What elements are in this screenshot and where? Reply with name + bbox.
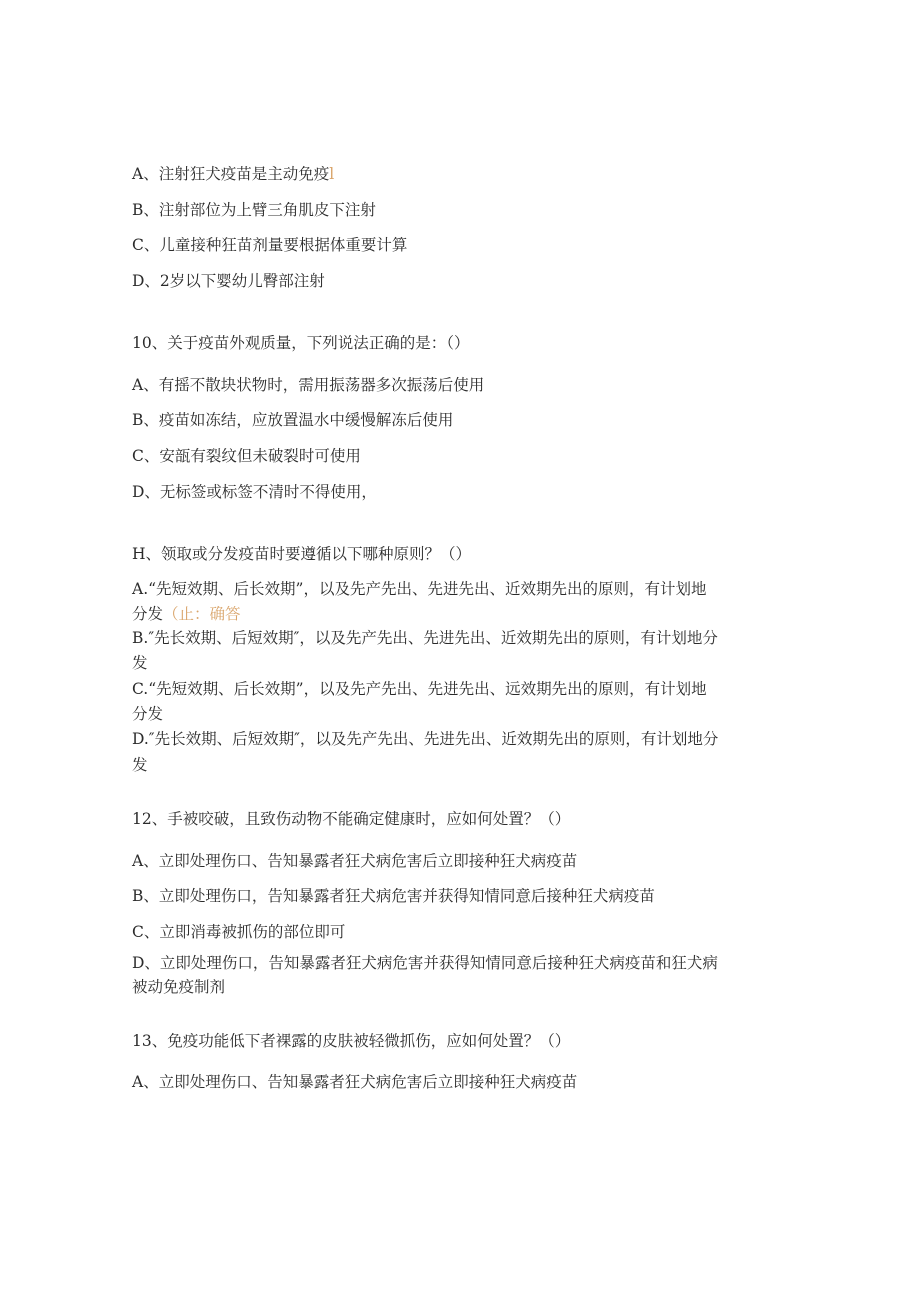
option-line: B、疫苗如冻结，应放置温水中缓慢解冻后使用 [132, 411, 454, 429]
option-line: D.″先长效期、后短效期″，以及先产先出、先进先出、近效期先出的原则，有计划地分 [132, 730, 719, 748]
option-line: B.″先长效期、后短效期″，以及先产先出、先进先出、近效期先出的原则，有计划地分 [132, 629, 718, 647]
option-line: C、安瓿有裂纹但未破裂时可使用 [132, 447, 361, 465]
option-line: A.“先短效期、后长效期”，以及先产先出、先进先出、近效期先出的原则，有计划地 [132, 580, 707, 598]
option-line: A、有摇不散块状物时，需用振荡器多次振荡后使用 [132, 376, 485, 394]
option-line: 分发（止：确答 [132, 605, 241, 623]
question-line: 13、免疫功能低下者裸露的皮肤被轻微抓伤，应如何处置？（） [132, 1032, 571, 1050]
option-line: 被动免疫制剂 [132, 978, 226, 996]
question-line: H、领取或分发疫苗时要遵循以下哪种原则？（） [132, 545, 472, 563]
option-line: A、立即处理伤口、告知暴露者狂犬病危害后立即接种狂犬病疫苗 [132, 852, 578, 870]
option-line: 发 [132, 756, 148, 774]
option-line: 分发 [132, 705, 164, 723]
handwritten-mark: l [329, 165, 335, 183]
option-line: C、立即消毒被抓伤的部位即可 [132, 923, 346, 941]
question-line: 10、关于疫苗外观质量，下列说法正确的是：（） [132, 334, 470, 352]
option-line: D、无标签或标签不清时不得使用， [132, 483, 377, 501]
option-line: B、立即处理伤口，告知暴露者狂犬病危害并获得知情同意后接种狂犬病疫苗 [132, 887, 655, 905]
option-line: A、注射狂犬疫苗是主动免疫l [132, 165, 335, 183]
option-line: C、儿童接种狂苗剂量要根据体重要计算 [132, 236, 408, 254]
option-line: D、2岁以下婴幼儿臀部注射 [132, 272, 325, 290]
question-line: 12、手被咬破，且致伤动物不能确定健康时，应如何处置？（） [132, 810, 571, 828]
option-line: C.“先短效期、后长效期”，以及先产先出、先进先出、远效期先出的原则，有计划地 [132, 680, 707, 698]
option-line: D、立即处理伤口，告知暴露者狂犬病危害并获得知情同意后接种狂犬病疫苗和狂犬病 [132, 954, 718, 972]
option-line: A、立即处理伤口、告知暴露者狂犬病危害后立即接种狂犬病疫苗 [132, 1073, 578, 1091]
option-line: B、注射部位为上臂三角肌皮下注射 [132, 201, 376, 219]
option-line: 发 [132, 654, 148, 672]
handwritten-note: （止：确答 [163, 605, 241, 623]
